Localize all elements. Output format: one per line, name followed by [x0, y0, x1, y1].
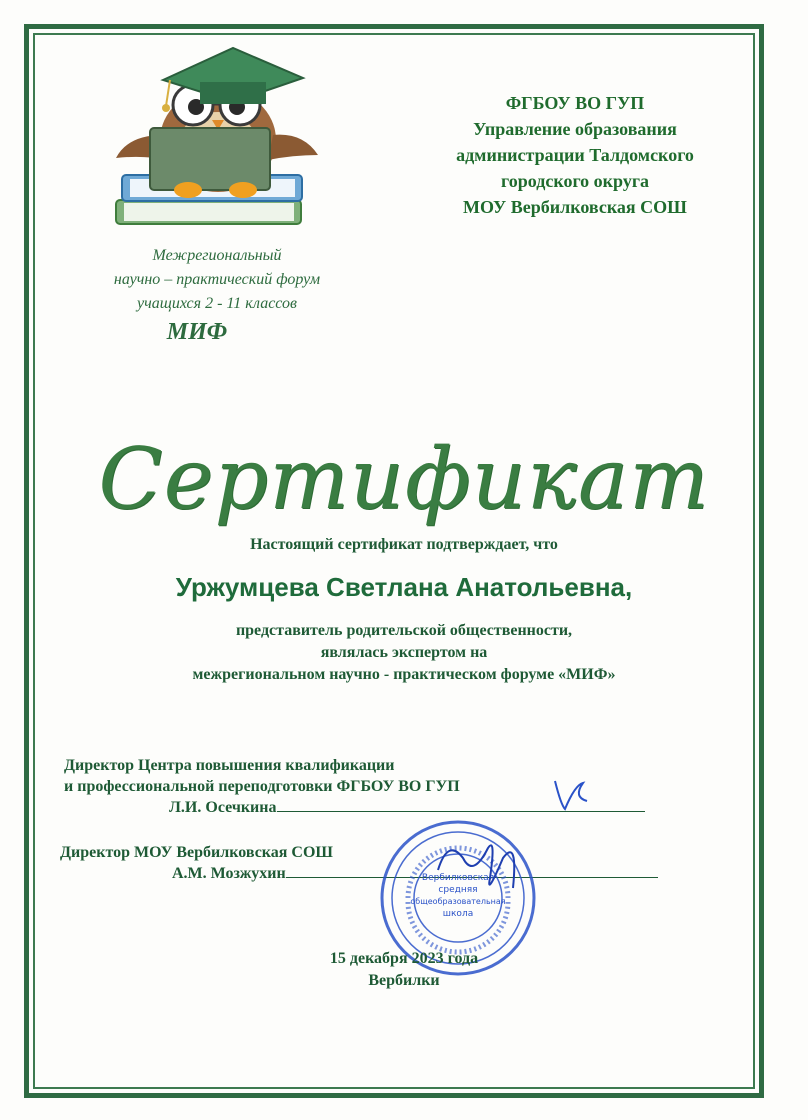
forum-line-3: учащихся 2 - 11 классов [137, 295, 297, 312]
org-line-5: МОУ Вербилковская СОШ [463, 197, 687, 217]
stamp-text-4: школа [442, 909, 474, 919]
owl-books-logo [108, 40, 323, 245]
org-line-1: ФГБОУ ВО ГУП [505, 93, 645, 113]
stamp-text-1: Вербилковская [421, 873, 495, 883]
forum-line-2: научно – практический форум [113, 271, 321, 288]
forum-caption [72, 244, 362, 344]
issue-date: 15 декабря 2023 года [329, 950, 479, 967]
certificate-title: Сертификат [98, 430, 710, 528]
signatory-1-title-line-2: и профессиональной переподготовки ФГБОУ ВО ГУП [64, 778, 460, 795]
stamp-text-3: общеобразовательная [410, 897, 506, 906]
signatory-1-title-line-1: Директор Центра повышения квалификации [64, 757, 395, 774]
signatory-2 [60, 842, 658, 884]
forum-line-1: Межрегиональный [152, 247, 282, 264]
confirmation-text: Настоящий сертификат подтверждает, что [250, 536, 558, 553]
signature-1 [545, 775, 595, 815]
description-line-1: представитель родительской общественности, [235, 622, 573, 639]
signatory-1-name: Л.И. Осечкина [169, 799, 277, 816]
forum-name: МИФ [166, 319, 228, 345]
description-line-2: являлась экспертом на [320, 644, 488, 661]
recipient-name: Уржумцева Светлана Анатольевна, [175, 572, 633, 602]
org-line-4: городского округа [501, 171, 649, 191]
stamp-text-2: средняя [438, 885, 478, 895]
signatory-2-title: Директор МОУ Вербилковская СОШ [60, 844, 333, 861]
issue-footer [0, 948, 808, 992]
issue-place: Вербилки [368, 972, 440, 989]
signatory-2-name: А.М. Мозжухин [172, 865, 286, 882]
org-line-2: Управление образования [473, 119, 677, 139]
issuing-organization [410, 90, 740, 220]
org-line-3: администрации Талдомского [456, 145, 694, 165]
recipient-description [0, 620, 808, 686]
description-line-3: межрегиональном научно - практическом форуме «МИФ» [192, 666, 616, 683]
